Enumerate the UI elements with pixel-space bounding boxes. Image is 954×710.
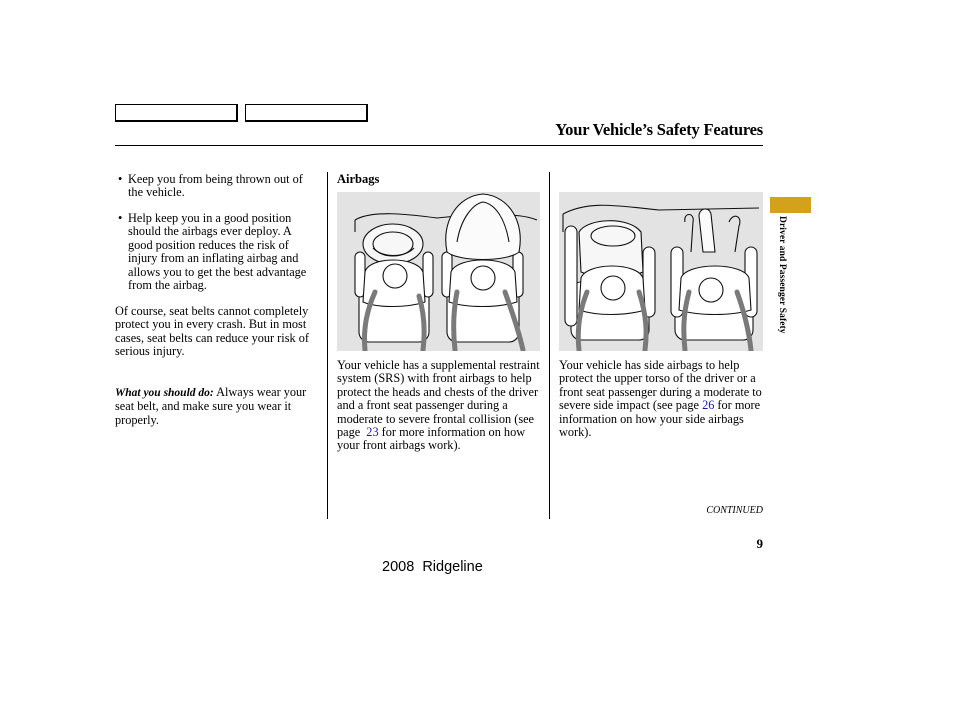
bullet-item-2 [118, 212, 318, 292]
column-divider-2 [549, 172, 550, 519]
front-airbag-text-before: Your vehicle has a supplemental restraint system (SRS) with front airbags to help protect the heads and chests of the driver and a front seat passenger during a moderate to severe frontal collision (see page [337, 358, 540, 440]
front-airbag-illustration [337, 192, 540, 351]
advice-paragraph [115, 386, 315, 427]
side-airbag-text-before: Your vehicle has side airbags to help protect the upper torso of the driver or a front seat passenger during a moderate to severe side impact (see page [559, 358, 762, 413]
section-tab-label: Driver and Passenger Safety [777, 216, 787, 334]
page-26-link[interactable]: 26 [702, 398, 715, 413]
bullet-text: Keep you from being thrown out of the vehicle. [128, 172, 303, 200]
seatbelt-paragraph: Of course, seat belts cannot completely protect you in every crash. But in most cases, seat belts can reduce your risk of serious injury. [115, 304, 309, 359]
bullet-dot: • [118, 172, 123, 186]
page-23-link[interactable]: 23 [366, 425, 379, 440]
title-rule [115, 145, 763, 146]
section-tab[interactable] [770, 197, 811, 213]
bullet-text: Help keep you in a good position should the airbags ever deploy. A good position reduces the risk of injury from an inflating airbag and allows you to get the best advantage from the airbag. [128, 211, 307, 293]
front-airbag-text-after: for more information on how your front airbags work). [337, 425, 526, 453]
airbags-heading: Airbags [337, 172, 380, 186]
side-airbag-description [559, 359, 764, 439]
bullet-item-1 [118, 173, 318, 200]
footer-model: 2008 Ridgeline [382, 559, 483, 575]
side-airbag-drawing [559, 192, 763, 351]
advice-label: What you should do: [115, 387, 214, 399]
continued-label: CONTINUED [706, 505, 763, 516]
column-divider-1 [327, 172, 328, 519]
front-airbag-description [337, 359, 542, 453]
nav-box-prev[interactable] [115, 104, 238, 122]
advice-text: Always wear your seat belt, and make sure you wear it properly. [115, 385, 307, 427]
page-title: Your Vehicle’s Safety Features [555, 120, 763, 139]
page-number: 9 [756, 536, 763, 551]
bullet-dot: • [118, 211, 123, 225]
side-airbag-text-after: for more information on how your side airbags work). [559, 398, 761, 440]
side-airbag-illustration [559, 192, 763, 351]
front-airbag-drawing [337, 192, 540, 351]
nav-box-next[interactable] [245, 104, 368, 122]
